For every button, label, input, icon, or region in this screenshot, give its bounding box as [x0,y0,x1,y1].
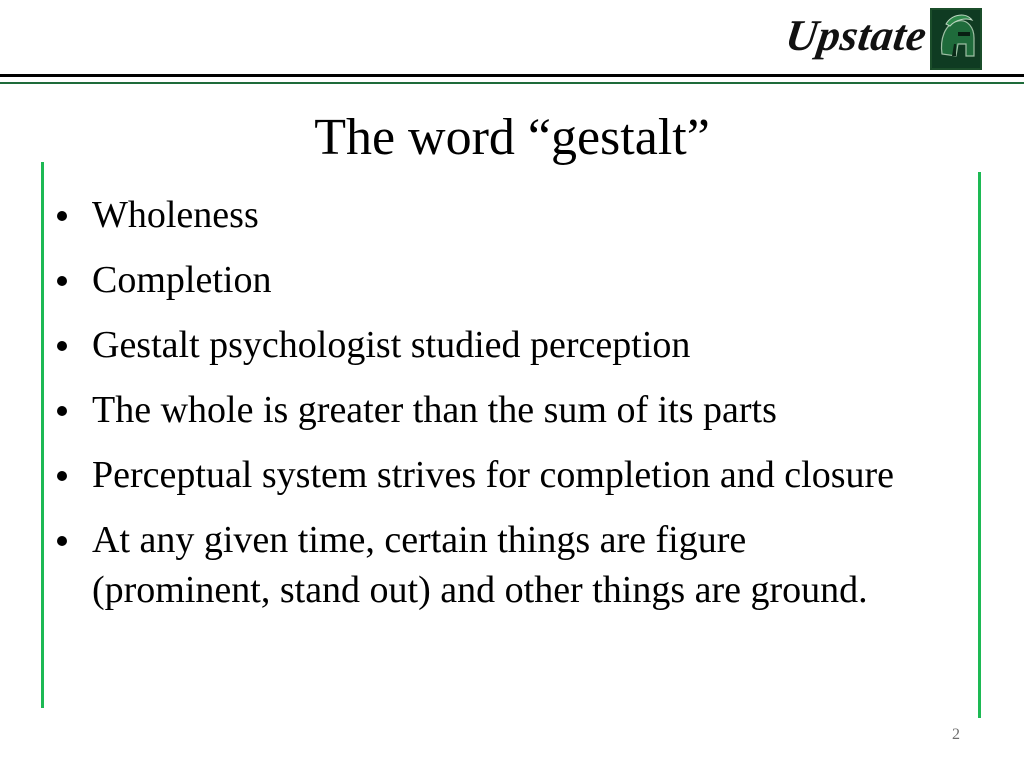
bullet-dot-icon [57,536,67,546]
brand-wordmark: Upstate [782,11,930,60]
spartan-helmet-icon [930,8,982,70]
header-divider [0,74,1024,77]
left-accent-rule [41,162,44,708]
bullet-text: At any given time, certain things are figure (prominent, stand out) and other things are ground. [92,519,868,611]
bullet-text: Perceptual system strives for completion and closure [92,454,895,496]
bullet-dot-icon [57,406,67,416]
right-accent-rule [978,172,981,718]
page-number: 2 [952,726,960,743]
bullet-text: The whole is greater than the sum of its parts [92,389,777,431]
bullet-list [52,190,932,630]
bullet-text: Gestalt psychologist studied perception [92,324,691,366]
bullet-dot-icon [57,471,67,481]
slide-header [0,0,1024,90]
bullet-dot-icon [57,211,67,221]
bullet-text: Wholeness [92,194,259,236]
bullet-item [52,385,932,435]
bullet-item [52,190,932,240]
bullet-item [52,255,932,305]
bullet-item [52,515,932,615]
bullet-dot-icon [57,276,67,286]
bullet-text: Completion [92,259,272,301]
bullet-item [52,320,932,370]
slide-title: The word “gestalt” [314,109,710,166]
header-accent-divider [0,82,1024,84]
bullet-item [52,450,932,500]
bullet-dot-icon [57,341,67,351]
